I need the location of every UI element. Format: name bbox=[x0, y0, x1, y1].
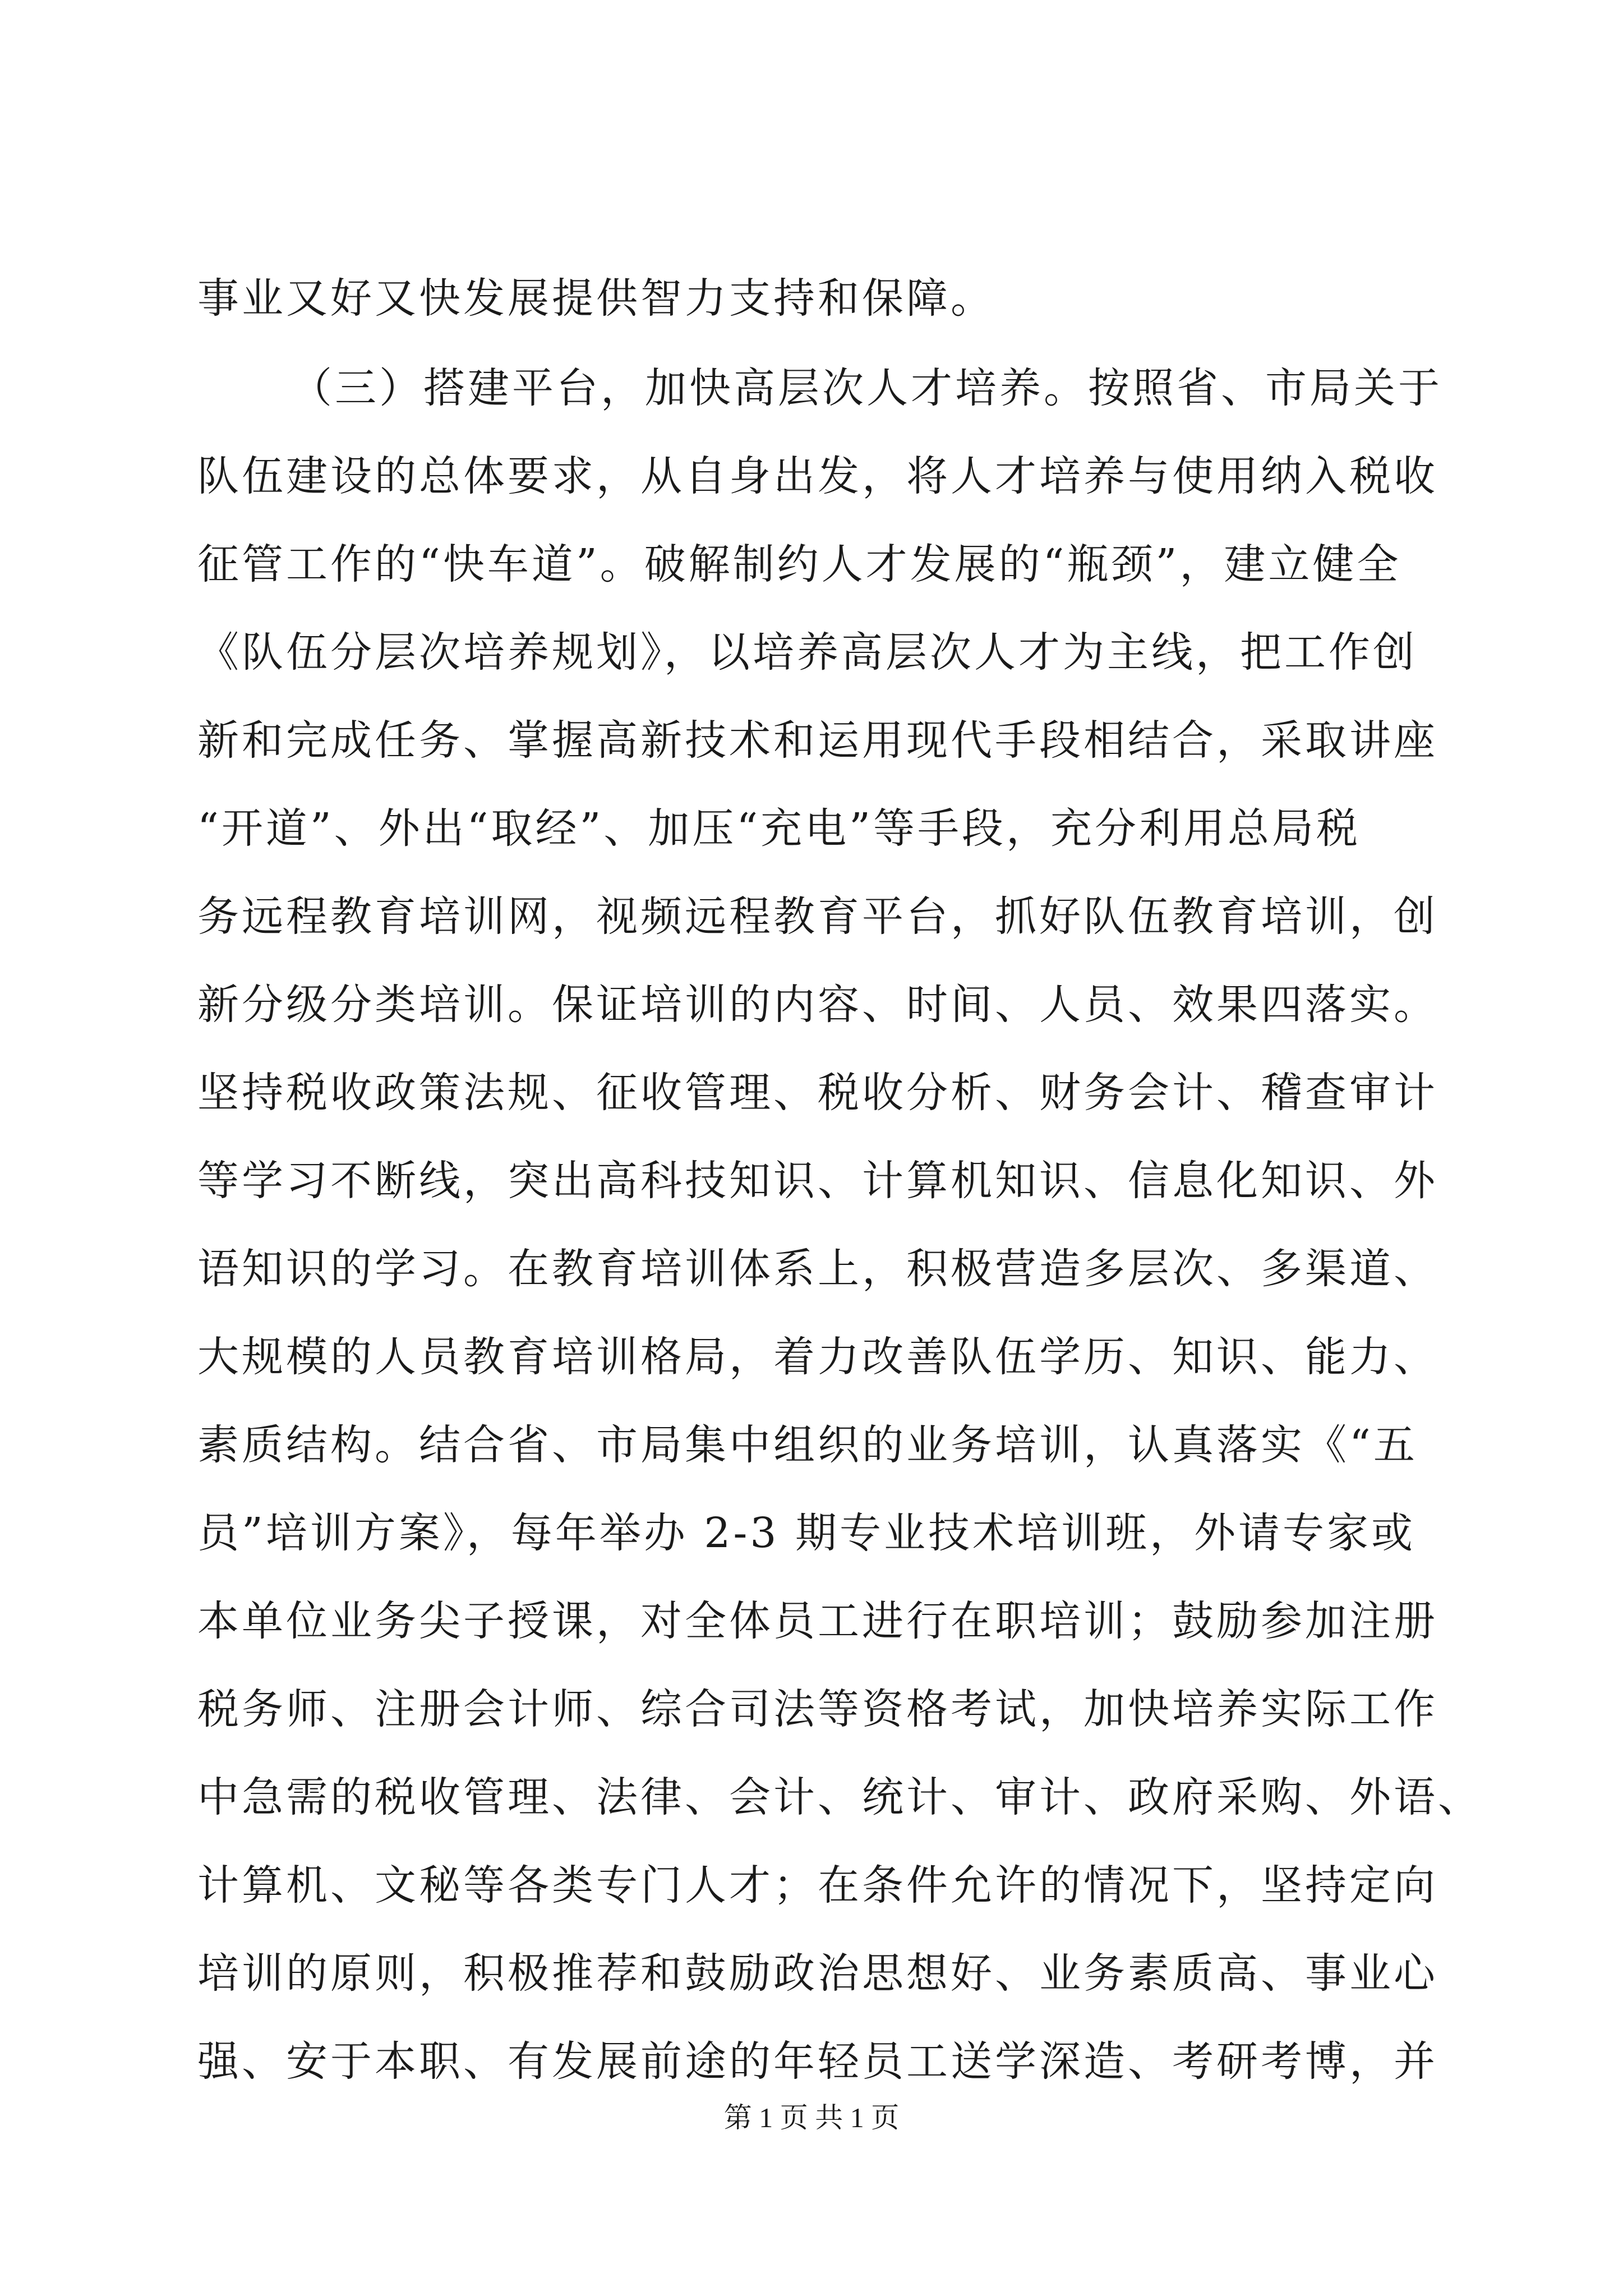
text-line: 培训的原则，积极推荐和鼓励政治思想好、业务素质高、事业心 bbox=[197, 1949, 1438, 1998]
text-line: 新和完成任务、掌握高新技术和运用现代手段相结合，采取讲座 bbox=[197, 716, 1438, 765]
text-line: 队伍建设的总体要求，从自身出发，将人才培养与使用纳入税收 bbox=[197, 452, 1438, 500]
text-line: 务远程教育培训网，视频远程教育平台，抓好队伍教育培训，创 bbox=[197, 892, 1438, 941]
text-line: 等学习不断线，突出高科技知识、计算机知识、信息化知识、外 bbox=[197, 1157, 1438, 1205]
text-line: （三）搭建平台，加快高层次人才培养。按照省、市局关于 bbox=[291, 364, 1442, 412]
text-line: 事业又好又快发展提供智力支持和保障。 bbox=[197, 274, 995, 323]
text-line: 本单位业务尖子授课，对全体员工进行在职培训；鼓励参加注册 bbox=[197, 1597, 1438, 1645]
text-line: 员”培训方案》，每年举办 2-3 期专业技术培训班，外请专家或 bbox=[197, 1509, 1416, 1557]
text-line: 《队伍分层次培养规划》，以培养高层次人才为主线，把工作创 bbox=[197, 628, 1417, 677]
text-line: 强、安于本职、有发展前途的年轻员工送学深造、考研考博，并 bbox=[197, 2037, 1438, 2086]
text-line: 语知识的学习。在教育培训体系上，积极营造多层次、多渠道、 bbox=[197, 1245, 1438, 1293]
page-footer: 第 1 页 共 1 页 bbox=[723, 2102, 900, 2133]
text-line: 计算机、文秘等各类专门人才；在条件允许的情况下，坚持定向 bbox=[197, 1861, 1438, 1910]
text-line: 坚持税收政策法规、征收管理、税收分析、财务会计、稽查审计 bbox=[197, 1069, 1438, 1117]
text-line: 新分级分类培训。保证培训的内容、时间、人员、效果四落实。 bbox=[197, 981, 1438, 1029]
text-line: 素质结构。结合省、市局集中组织的业务培训，认真落实《“五 bbox=[197, 1421, 1418, 1469]
text-line: “开道”、外出“取经”、加压“充电”等手段，充分利用总局税 bbox=[197, 804, 1361, 853]
text-line: 大规模的人员教育培训格局，着力改善队伍学历、知识、能力、 bbox=[197, 1333, 1438, 1381]
text-line: 税务师、注册会计师、综合司法等资格考试，加快培养实际工作 bbox=[197, 1685, 1438, 1733]
text-line: 征管工作的“快车道”。破解制约人才发展的“瓶颈”，建立健全 bbox=[197, 540, 1401, 588]
text-line: 中急需的税收管理、法律、会计、统计、审计、政府采购、外语、 bbox=[197, 1773, 1482, 1821]
